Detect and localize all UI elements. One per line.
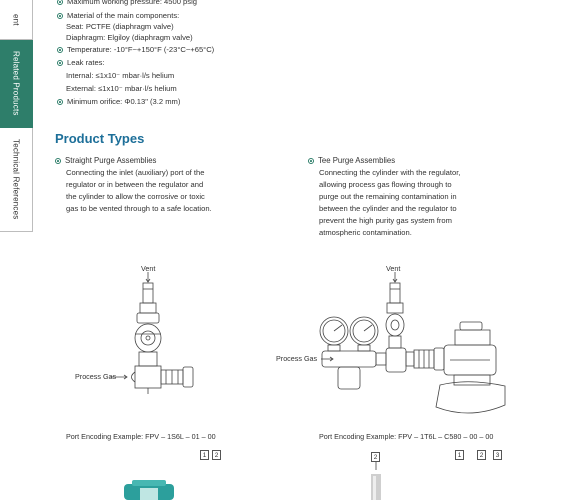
tee-encoding: Port Encoding Example: FPV – 1T6L – C580 – 00 – 00 <box>319 432 494 441</box>
desc-line: purge out the remaining contamination in <box>319 192 457 202</box>
spec-text: Minimum orifice: Φ0.13" (3.2 mm) <box>67 97 181 106</box>
tee-box-2: 2 <box>477 450 486 460</box>
tee-process-gas-label: Process Gas <box>276 354 318 363</box>
desc-line: regulator or in between the regulator and <box>66 180 204 190</box>
desc-line: gas to be vented through to a safe location. <box>66 204 212 214</box>
straight-process-gas-label: Process Gas <box>75 372 117 381</box>
section-title: Product Types <box>55 131 145 146</box>
desc-line: between the cylinder and the regulator to <box>319 204 457 214</box>
tab-technical-references-label: Technical References <box>11 139 21 220</box>
straight-encoding: Port Encoding Example: FPV – 1S6L – 01 – 00 <box>66 432 216 441</box>
tee-product-photo <box>371 462 381 500</box>
straight-vent-label: Vent <box>141 264 156 273</box>
tee-box-1: 1 <box>455 450 464 460</box>
desc-line: Connecting the cylinder with the regulator, <box>319 168 461 177</box>
desc-line: prevent the high purity gas system from <box>319 216 452 226</box>
spec-text: Seat: PCTFE (diaphragm valve) <box>66 22 174 31</box>
tee-heading-text: Tee Purge Assemblies <box>318 156 396 165</box>
tab-related-products-label: Related Products <box>11 51 21 116</box>
straight-product-photo <box>124 480 174 500</box>
desc-line: atmospheric contamination. <box>319 228 412 238</box>
desc-line: the cylinder to allow the corrosive or toxic <box>66 192 205 202</box>
spec-text: Internal: ≤1x10⁻ mbar·l/s helium <box>66 71 175 80</box>
spec-text: External: ≤1x10⁻ mbar·l/s helium <box>66 84 177 93</box>
spec-text: Leak rates: <box>67 58 105 67</box>
spec-text: Material of the main components: <box>67 11 180 20</box>
spec-text: Temperature: -10°F~+150°F (-23°C~+65°C) <box>67 45 215 54</box>
straight-box-1: 1 <box>200 450 209 460</box>
spec-text: Diaphragm: Elgiloy (diaphragm valve) <box>66 33 193 42</box>
tab-document-label: ent <box>11 13 21 26</box>
tee-box-3: 3 <box>493 450 502 460</box>
desc-line: Connecting the inlet (auxiliary) port of the <box>66 168 205 177</box>
tee-bottom-box: 2 <box>371 452 380 462</box>
spec-text: Maximum working pressure: 4500 psig <box>67 0 197 6</box>
tee-vent-label: Vent <box>386 264 401 273</box>
straight-box-2: 2 <box>212 450 221 460</box>
desc-line: allowing process gas flowing through to <box>319 180 452 190</box>
straight-heading-text: Straight Purge Assemblies <box>65 156 157 165</box>
